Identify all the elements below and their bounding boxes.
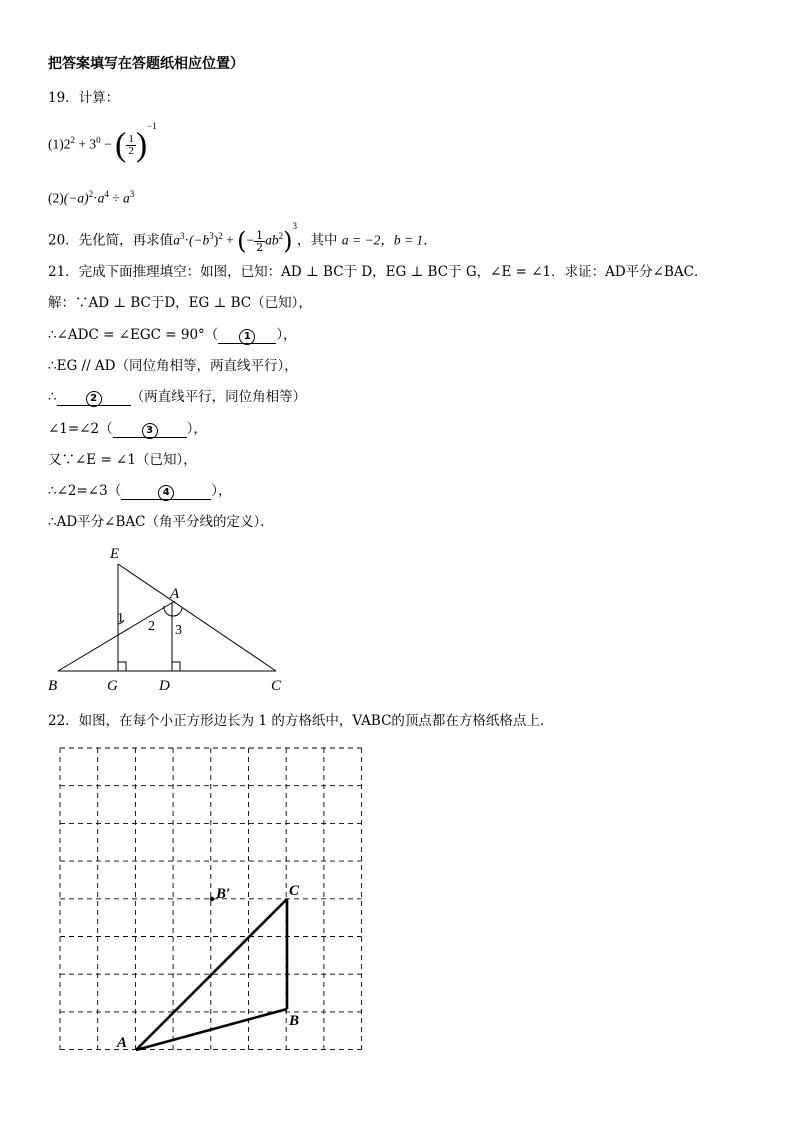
q20-prefix: 20．先化简，再求值 <box>48 232 174 249</box>
q20-suffix: ，其中 <box>297 232 342 249</box>
q21-l2-post: ）， <box>276 327 297 343</box>
q19-p1-a-exp: 2 <box>70 135 75 145</box>
q19-p2-div: ÷ <box>108 190 124 206</box>
q19-p2-a: a <box>97 190 105 206</box>
q20-condition: a = −2，b = 1． <box>341 232 437 248</box>
q20-t2-exp: 2 <box>218 231 223 241</box>
q19-p2-a-exp: 4 <box>104 189 109 199</box>
label-B: B <box>48 678 58 694</box>
q19-title: 19．计算： <box>48 90 120 106</box>
q21-l4-pre: ∴ <box>48 389 57 405</box>
q20-t2: (−b <box>188 232 210 248</box>
grid-label-A: A <box>117 1035 128 1051</box>
q20-neg: − <box>246 232 255 248</box>
label-angle-2: 2 <box>148 619 155 634</box>
right-paren: ) <box>135 126 148 164</box>
circled-number-3: 3 <box>142 423 158 439</box>
label-angle-1: 1 <box>117 611 124 626</box>
q21-l7-post: ）， <box>211 483 232 499</box>
circled-number-1: 1 <box>239 329 255 345</box>
grid-label-C: C <box>289 883 300 899</box>
segment-AB <box>136 1009 287 1050</box>
q19-p2-label: (2) <box>48 190 64 206</box>
q19-p2-c: a <box>123 190 130 206</box>
q21-line1: 解：∵AD ⊥ BC于D，EG ⊥ BC（已知）， <box>48 295 312 311</box>
q21-line5 <box>48 419 207 439</box>
q20-frac-num: 1 <box>256 228 264 242</box>
q20-plus: + <box>222 232 238 248</box>
q20-t3-exp: 3 <box>292 221 298 231</box>
q21-line6: 又∵∠E = ∠1（已知）， <box>48 452 197 468</box>
q19-p1-a: 2 <box>63 136 71 152</box>
right-angle-G <box>118 662 126 671</box>
q19-p1-minus: − <box>100 136 115 152</box>
label-C: C <box>271 678 282 694</box>
circled-number-4: 4 <box>158 485 174 501</box>
label-E: E <box>110 546 120 562</box>
q19-part2 <box>48 184 134 209</box>
q19-p1-label: (1) <box>48 136 64 152</box>
triangle-figure <box>40 540 300 700</box>
q21-l7-pre: ∴∠2=∠3（ <box>48 483 122 499</box>
q21-line2 <box>48 325 297 345</box>
blank-2[interactable] <box>57 389 131 406</box>
left-paren: ( <box>115 126 127 164</box>
q20-left-paren: ( <box>237 227 247 255</box>
q21-l5-post: ）， <box>186 421 207 437</box>
q19-p1-frac-num: 1 <box>128 132 134 145</box>
q19-p2-dot: · <box>93 190 98 206</box>
q21-l4-post: （两直线平行，同位角相等） <box>130 389 307 405</box>
q19-p1-fraction <box>126 134 136 157</box>
label-angle-3: 3 <box>175 623 182 638</box>
right-angle-D <box>172 662 180 671</box>
q20-t3: ab <box>265 232 279 248</box>
blank-1[interactable] <box>218 327 276 344</box>
q19-p2-base: (−a) <box>63 190 89 206</box>
q19-p2-c-exp: 3 <box>129 189 135 199</box>
q19-p1-b-exp: 0 <box>96 135 101 145</box>
segment-EC <box>118 564 276 671</box>
q21-line8: ∴AD平分∠BAC（角平分线的定义）． <box>48 514 274 530</box>
q22-title: 22．如图，在每个小正方形边长为 1 的方格纸中，VABC的顶点都在方格纸格点上． <box>48 713 554 729</box>
q20-t3-inner-exp: 2 <box>278 231 284 241</box>
q20-t1-exp: 3 <box>179 231 185 241</box>
q19-p1-outer-exp: −1 <box>147 121 157 131</box>
circled-number-2: 2 <box>86 391 102 407</box>
q19-p2-base-exp: 2 <box>88 189 94 199</box>
grid-label-B: B <box>289 1013 300 1029</box>
q20-dot: · <box>184 232 189 248</box>
section-header: 把答案填写在答题纸相应位置） <box>48 56 244 72</box>
label-G: G <box>107 678 118 694</box>
q19-p1-plus: + <box>75 136 90 152</box>
blank-3[interactable] <box>113 421 187 438</box>
label-A: A <box>170 586 180 602</box>
q20-right-paren: ) <box>283 227 293 255</box>
q20-t2-close: ) <box>213 232 219 248</box>
angle-arc-A <box>164 606 182 616</box>
q20-t2-inner-exp: 3 <box>209 231 214 241</box>
blank-4[interactable] <box>121 483 211 500</box>
q20-line <box>48 221 437 255</box>
point-Bprime <box>210 897 214 901</box>
q20-t1: a <box>173 232 180 248</box>
q20-fraction <box>254 230 265 253</box>
q21-title: 21．完成下面推理填空：如图，已知：AD ⊥ BC于 D，EG ⊥ BC于 G，∠E = ∠1．求证：AD平分∠BAC． <box>48 264 708 280</box>
q19-p1-b: 3 <box>89 136 97 152</box>
q19-part1 <box>48 121 157 164</box>
label-D: D <box>159 678 170 694</box>
grid-figure <box>40 735 380 1070</box>
q21-line7 <box>48 481 231 501</box>
grid-label-Bprime: B′ <box>216 886 231 902</box>
q20-frac-den: 2 <box>256 240 264 254</box>
q21-line4 <box>48 387 306 407</box>
q21-l2-pre: ∴∠ADC = ∠EGC = 90°（ <box>48 327 219 343</box>
q21-l5-pre: ∠1=∠2（ <box>48 421 113 437</box>
segment-AC <box>136 899 287 1050</box>
q19-p1-frac-den: 2 <box>128 144 134 157</box>
q21-line3: ∴EG // AD（同位角相等，两直线平行）， <box>48 358 298 374</box>
